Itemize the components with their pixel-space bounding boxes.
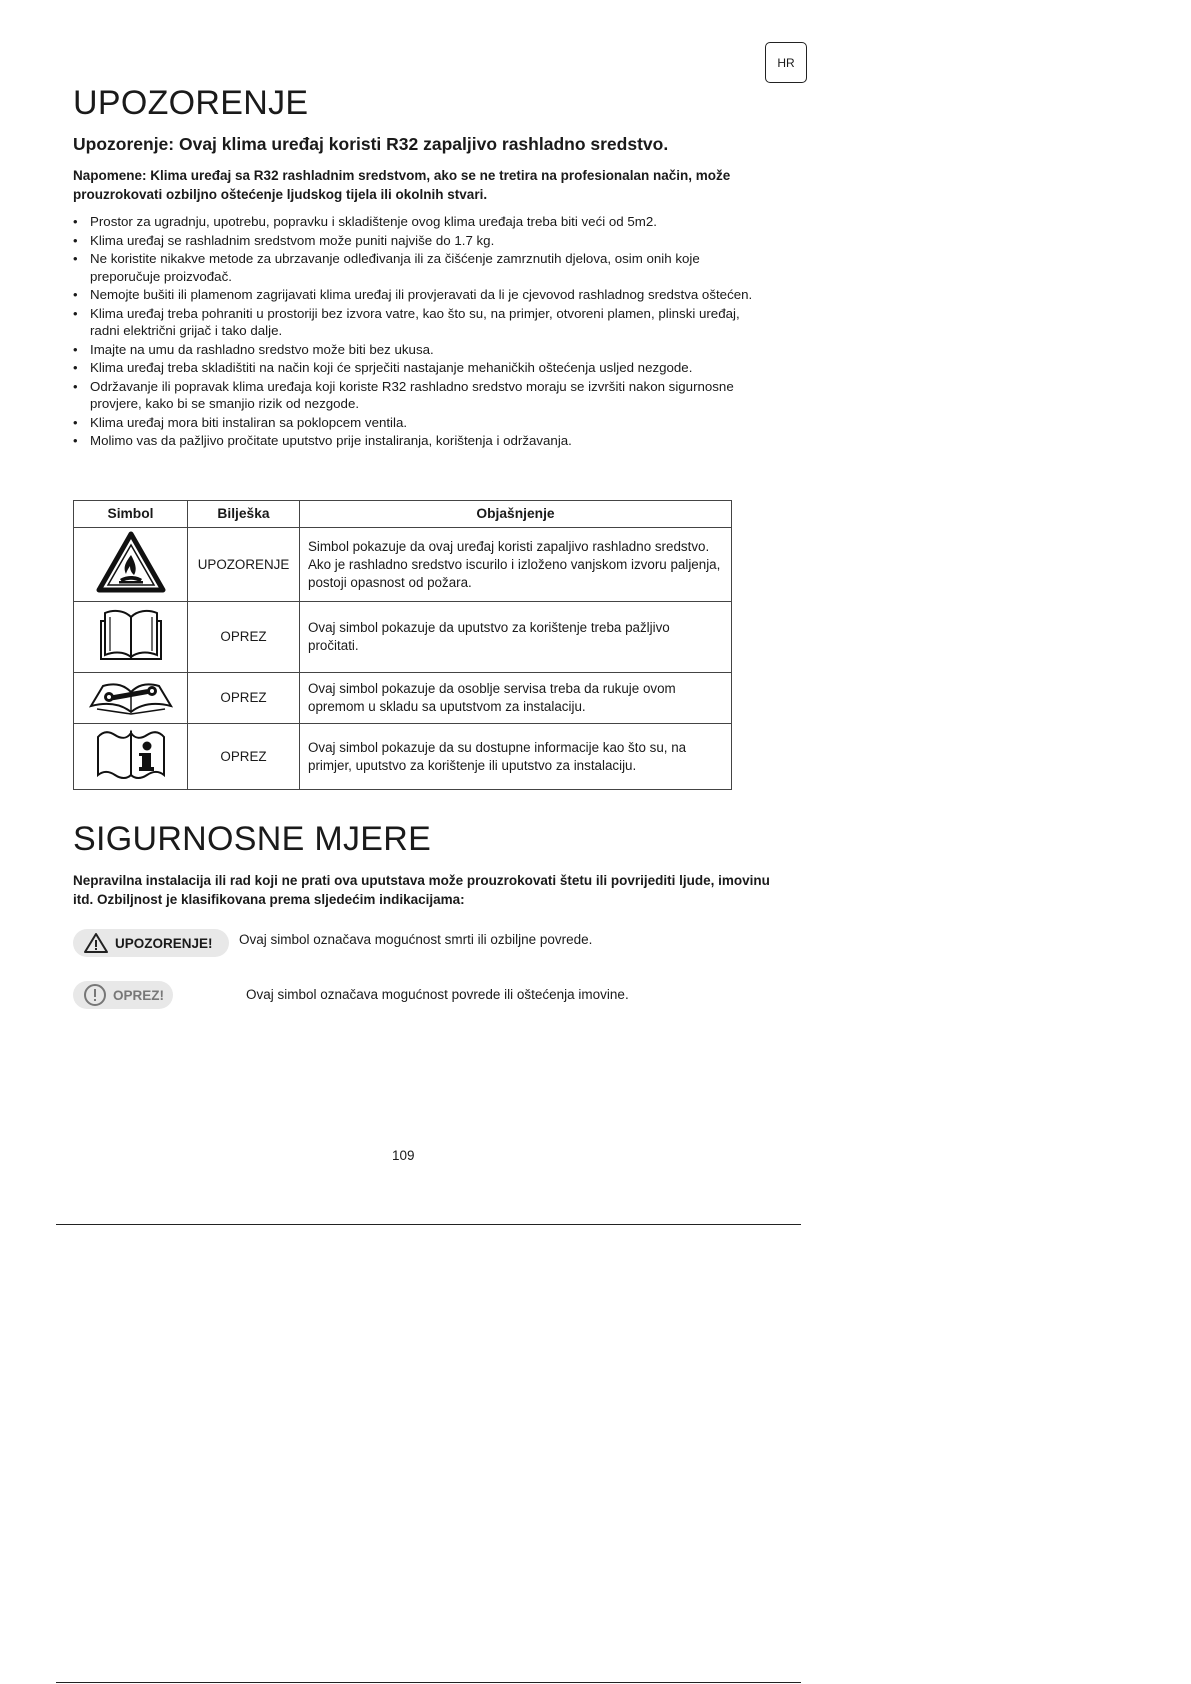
column-header-symbol: Simbol [74, 501, 188, 528]
divider [56, 1224, 801, 1225]
list-item: • Nemojte bušiti ili plamenom zagrijavati klima uređaj ili provjeravati da li je cjevovod rashladnog sredstva oštećen. [73, 286, 763, 304]
list-item: • Klima uređaj treba skladištiti na način koji će sprječiti nastajanje mehaničkih oštećenja usljed nezgode. [73, 359, 763, 377]
info-manual-icon [95, 727, 167, 781]
page-number: 109 [392, 1148, 415, 1163]
column-header-note: Bilješka [188, 501, 300, 528]
list-item: • Ne koristite nikakve metode za ubrzavanje odleđivanja ili za čišćenje zamrznutih djelova, osim onih koje preporučuje proizvođač. [73, 250, 763, 285]
exclamation-circle-icon [83, 983, 107, 1007]
table-row [74, 724, 732, 790]
table-header-row [74, 501, 732, 528]
safety-intro: Nepravilna instalacija ili rad koji ne prati ova uputstava može prouzrokovati štetu ili povrijediti ljude, imovinu itd. Ozbiljnost je klasifikovana prema sljedećim indikacijama: [73, 873, 770, 907]
warning-bullet-list [73, 213, 763, 451]
explanation-cell: Ovaj simbol pokazuje da su dostupne informacije kao što su, na primjer, uputstvo za korištenje ili uputstvo za instalaciju. [300, 724, 732, 790]
table-row [74, 528, 732, 602]
list-item: • Klima uređaj mora biti instaliran sa poklopcem ventila. [73, 414, 763, 432]
manual-book-icon [98, 607, 164, 663]
list-item: • Prostor za ugradnju, upotrebu, popravku i skladištenje ovog klima uređaja treba biti veći od 5m2. [73, 213, 763, 231]
note-cell: UPOZORENJE [188, 528, 300, 602]
column-header-explanation: Objašnjenje [300, 501, 732, 528]
warning-badge-label: UPOZORENJE! [115, 935, 213, 951]
warning-note: Napomene: Klima uređaj sa R32 rashladnim sredstvom, ako se ne tretira na profesionalan način, može prouzrokovati ozbiljno oštećenje ljudskog tijela ili okolnih stvari. [73, 168, 731, 202]
note-cell: OPREZ [188, 724, 300, 790]
section-title-safety: SIGURNOSNE MJERE [73, 820, 432, 858]
caution-badge [73, 981, 173, 1009]
section-title-warning: UPOZORENJE [73, 84, 309, 122]
list-item: • Molimo vas da pažljivo pročitate uputstvo prije instaliranja, korištenja i održavanja. [73, 432, 763, 450]
list-item: • Klima uređaj se rashladnim sredstvom može puniti najviše do 1.7 kg. [73, 232, 763, 250]
explanation-cell: Ovaj simbol pokazuje da osoblje servisa treba da rukuje ovom opremom u skladu sa uputstvom za instalaciju. [300, 673, 732, 724]
list-item: • Imajte na umu da rashladno sredstvo može biti bez ukusa. [73, 341, 763, 359]
table-row [74, 602, 732, 673]
caution-description: Ovaj simbol označava mogućnost povrede ili oštećenja imovine. [246, 987, 629, 1002]
table-row [74, 673, 732, 724]
warning-triangle-icon [83, 932, 109, 954]
flammable-warning-icon [96, 531, 166, 593]
list-item: • Održavanje ili popravak klima uređaja koji koriste R32 rashladno sredstvo moraju se izvršiti nakon sigurnosne provjere, kako bi se smanjio rizik od nezgode. [73, 378, 763, 413]
divider [56, 1682, 801, 1683]
warning-subtitle: Upozorenje: Ovaj klima uređaj koristi R32 zapaljivo rashladno sredstvo. [73, 134, 669, 154]
service-manual-icon [89, 676, 173, 716]
note-cell: OPREZ [188, 673, 300, 724]
explanation-cell: Ovaj simbol pokazuje da uputstvo za korištenje treba pažljivo pročitati. [300, 602, 732, 673]
caution-badge-label: OPREZ! [113, 987, 165, 1003]
note-cell: OPREZ [188, 602, 300, 673]
explanation-cell: Simbol pokazuje da ovaj uređaj koristi zapaljivo rashladno sredstvo. Ako je rashladno sredstvo iscurilo i izloženo vanjskom izvoru paljenja, postoji opasnost od požara. [300, 528, 732, 602]
language-badge: HR [765, 42, 807, 83]
warning-badge [73, 929, 229, 957]
list-item: • Klima uređaj treba pohraniti u prostoriji bez izvora vatre, kao što su, na primjer, otvoreni plamen, plinski uređaj, radni električni grijač i tako dalje. [73, 305, 763, 340]
symbol-table [73, 500, 732, 790]
warning-description: Ovaj simbol označava mogućnost smrti ili ozbiljne povrede. [239, 932, 593, 947]
